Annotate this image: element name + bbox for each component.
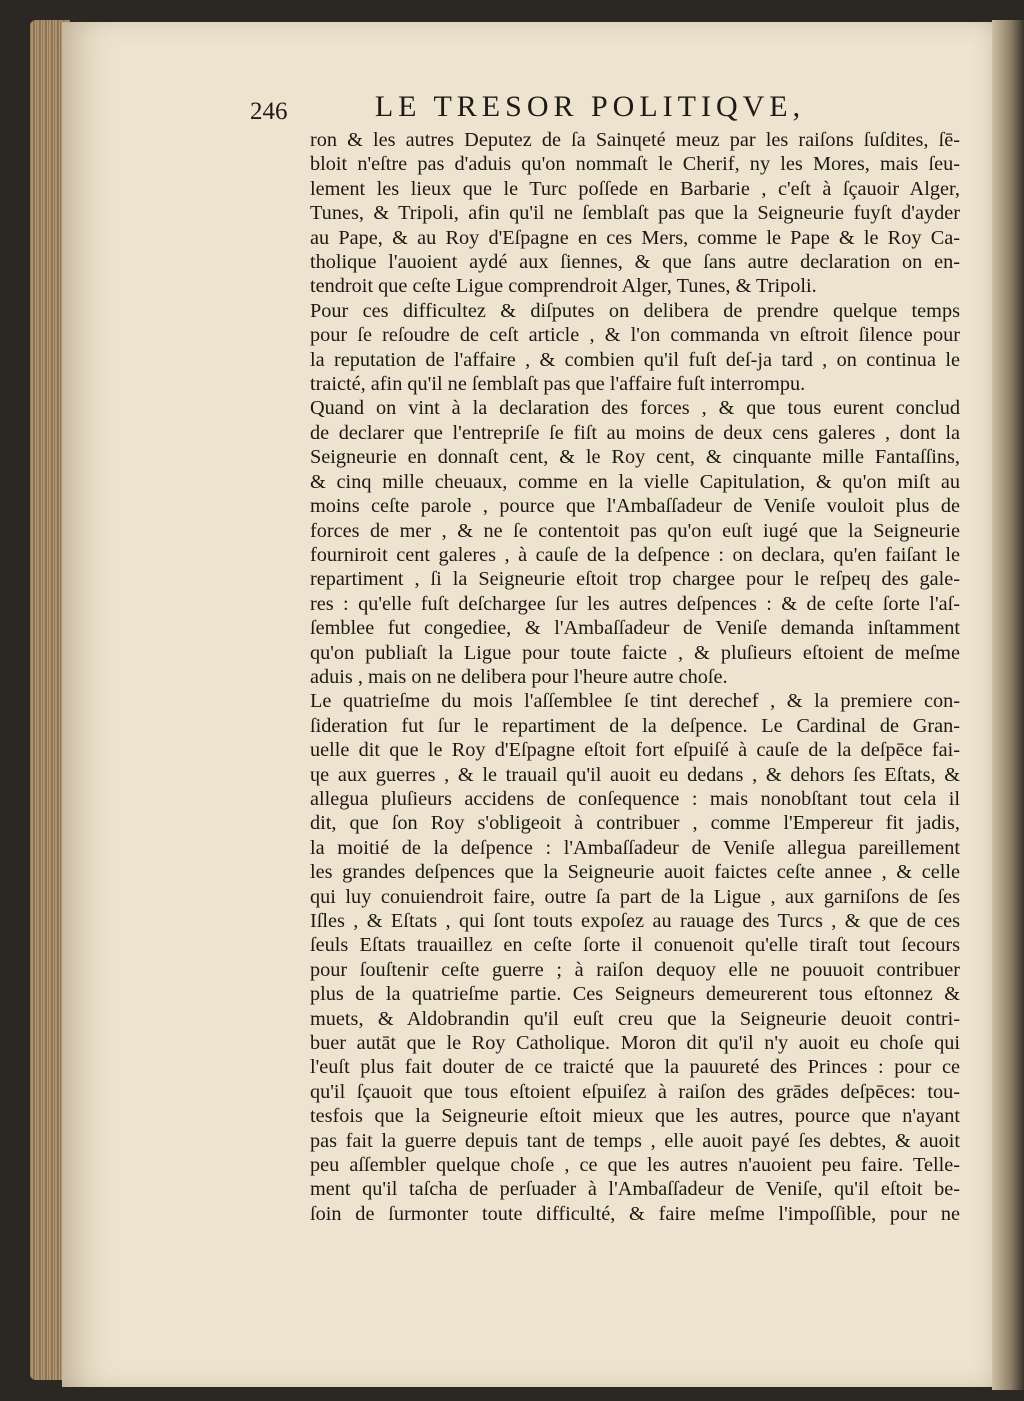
- text-line: lement les lieux que le Turc poſſede en Barbarie , c'eſt à ſçauoir Alger,: [310, 177, 960, 200]
- text-line: ſeuls Eſtats trauaillez en ceſte ſorte il conuenoit qu'elle tiraſt tout ſecours: [310, 934, 960, 957]
- text-line: qui luy conuiendroit faire, outre ſa part de la Ligue , aux garniſons de ſes: [310, 885, 960, 908]
- text-line: pour ſe reſoudre de ceſt article , & l'on commanda vn eſtroit ſilence pour: [310, 324, 960, 347]
- text-line: ſoin de ſurmonter toute difficulté, & faire meſme l'impoſſible, pour ne: [310, 1202, 960, 1225]
- text-line: Tunes, & Tripoli, afin qu'il ne ſemblaſt pas que la Seigneurie fuyſt d'ayder: [310, 202, 960, 225]
- text-line: uelle dit que le Roy d'Eſpagne eſtoit fort eſpuiſé à cauſe de la deſpēce fai-: [310, 739, 960, 762]
- page-number: 246: [250, 98, 288, 125]
- text-line: buer autāt que le Roy Catholique. Moron dit qu'il n'y auoit eu choſe qui: [310, 1032, 960, 1055]
- body-text: [310, 128, 960, 1226]
- text-line: la moitié de la deſpence : l'Ambaſſadeur de Veniſe allegua pareillement: [310, 836, 960, 859]
- text-line: dit, que ſon Roy s'obligeoit à contribuer , comme l'Empereur fit jadis,: [310, 812, 960, 835]
- text-line: Le quatrieſme du mois l'aſſemblee ſe tint derechef , & la premiere con-: [310, 690, 960, 713]
- text-line: muets, & Aldobrandin qu'il euſt creu que la Seigneurie deuoit contri-: [310, 1007, 960, 1030]
- text-line: plus de la quatrieſme partie. Ces Seigneurs demeurerent tous eſtonnez &: [310, 983, 960, 1006]
- text-line: ɥe aux guerres , & le trauail qu'il auoit eu dedans , & dehors ſes Eſtats, &: [310, 763, 960, 786]
- text-line: ron & les autres Deputez de ſa Sainɥeté meuz par les raiſons ſuſdites, ſē-: [310, 129, 960, 151]
- text-line: Iſles , & Eſtats , qui ſont touts expoſez au rauage des Turcs , & que de ces: [310, 910, 960, 932]
- text-line: la reputation de l'affaire , & combien qu'il fuſt deſ-ja tard , on continua le: [310, 348, 960, 371]
- text-line: de declarer que l'entrepriſe ſe fiſt au moins de deux cens galeres , dont la: [310, 421, 960, 444]
- text-line: bloit n'eſtre pas d'aduis qu'on nommaſt le Cherif, ny les Mores, mais ſeu-: [310, 153, 960, 176]
- text-line: tholique l'auoient aydé aux ſiennes, & que ſans autre declaration on en-: [310, 251, 960, 274]
- text-line: Seigneurie en donnaſt cent, & le Roy cent, & cinquante mille Fantaſſins,: [310, 446, 960, 469]
- text-line: Pour ces difficultez & diſputes on delibera de prendre quelque temps: [310, 299, 960, 322]
- text-line: res : qu'elle fuſt deſchargee ſur les autres deſpences : & de ceſte ſorte l'aſ-: [310, 592, 960, 615]
- text-line: pas fait la guerre depuis tant de temps , elle auoit payé ſes debtes, & auoit: [310, 1129, 960, 1152]
- text-line: moins ceſte parole , pource que l'Ambaſſadeur de Veniſe vouloit plus de: [310, 495, 960, 518]
- text-line: les grandes deſpences que la Seigneurie auoit faictes ceſte annee , & celle: [310, 861, 960, 884]
- text-line: qu'on publiaſt la Ligue pour toute faicte , & pluſieurs eſtoient de meſme: [310, 641, 960, 664]
- text-line: pour ſouſtenir ceſte guerre ; à raiſon dequoy elle ne pouuoit contribuer: [310, 958, 960, 981]
- text-line: peu aſſembler quelque choſe , ce que les autres n'auoient peu faire. Telle-: [310, 1154, 960, 1177]
- text-line: tendroit que ceſte Ligue comprendroit Alger, Tunes, & Tripoli.: [310, 275, 817, 298]
- text-line: & cinq mille cheuaux, comme en la vielle Capitulation, & qu'on miſt au: [310, 470, 960, 493]
- text-line: au Pape, & au Roy d'Eſpagne en ces Mers, comme le Pape & le Roy Ca-: [310, 226, 960, 249]
- text-line: allegua pluſieurs accidens de conſequence : mais nonobſtant tout cela il: [310, 787, 960, 810]
- text-line: qu'il ſçauoit que tous eſtoient eſpuiſez à raiſon des grādes deſpēces: tou-: [310, 1080, 960, 1103]
- text-line: repartiment , ſi la Seigneurie eſtoit trop chargee pour le reſpeɥ des gale-: [310, 568, 960, 591]
- running-head-title: LE TRESOR POLITIQVE,: [374, 90, 806, 123]
- text-line: Quand on vint à la declaration des forces , & que tous eurent conclud: [310, 397, 960, 420]
- text-line: fourniroit cent galeres , à cauſe de la deſpence : on declara, qu'en faiſant le: [310, 543, 960, 566]
- text-line: ment qu'il taſcha de perſuader à l'Ambaſſadeur de Veniſe, qu'il eſtoit be-: [310, 1178, 960, 1201]
- text-line: traicté, afin qu'il ne ſemblaſt pas que l'affaire fuſt interrompu.: [310, 373, 806, 396]
- text-line: tesfois que la Seigneurie eſtoit mieux que les autres, pource que n'ayant: [310, 1105, 960, 1128]
- text-line: forces de mer , & ne ſe contentoit pas qu'on euſt iugé que la Seigneurie: [310, 519, 960, 542]
- text-line: ſideration fut ſur le repartiment de la deſpence. Le Cardinal de Gran-: [310, 714, 960, 737]
- text-line: aduis , mais on ne delibera pour l'heure autre choſe.: [310, 665, 728, 688]
- book-gutter: [992, 20, 1024, 1390]
- text-line: ſemblee fut congediee, & l'Ambaſſadeur de Veniſe demanda inſtamment: [310, 617, 960, 640]
- text-line: l'euſt plus fait douter de ce traicté que la pauureté des Princes : pour ce: [310, 1056, 960, 1079]
